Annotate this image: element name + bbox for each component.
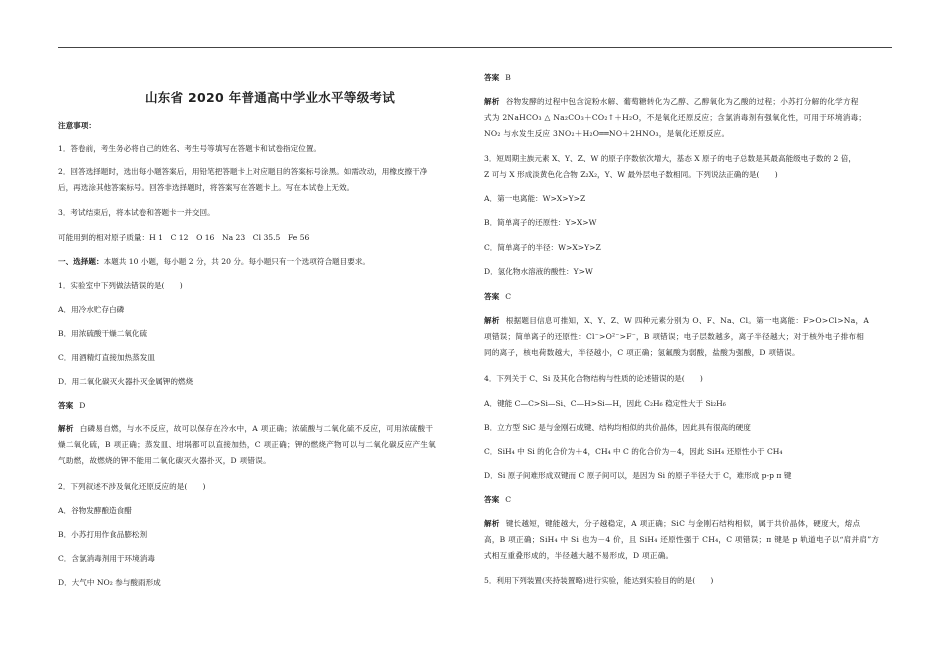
notice-heading: 注意事项： [58,121,96,130]
option: B．用浓硫酸干燥二氧化硫 [58,329,148,338]
notice-item: 2．回答选择题时，选出每小题答案后，用铅笔把答题卡上对应题目的答案标号涂黑。如需改动，用橡皮擦干净 [58,167,428,176]
notice-item: 3．考试结束后，将本试卷和答题卡一并交回。 [58,208,215,217]
answer-value: C [505,292,511,301]
option: C．SiH₄ 中 Si 的化合价为＋4，CH₄ 中 C 的化合价为－4，因此 SiH₄ 还原性小于 CH₄ [484,447,783,456]
answer-line [484,292,511,302]
analysis-text: NO₂ 与水发生反应 3NO₂＋H₂O══NO＋2HNO₃，是氧化还原反应。 [484,129,730,138]
question-stem: 3．短周期主族元素 X、Y、Z、W 的原子序数依次增大，基态 X 原子的电子总数是其最高能级电子数的 2 倍， [484,154,856,163]
question-stem: 5．利用下列装置(夹持装置略)进行实验，能达到实验目的的是( ) [484,576,714,585]
option: C．用酒精灯直接加热蒸发皿 [58,353,155,362]
section-one-heading: 一、选择题： [58,257,104,266]
analysis-text: 谷物发酵的过程中包含淀粉水解、葡萄糖转化为乙醇、乙醇氧化为乙酸的过程；小苏打分解的化学方程 [505,97,859,106]
option: D．大气中 NO₂ 参与酸雨形成 [58,578,161,587]
notice-item: 后，再选涂其他答案标号。回答非选择题时，将答案写在答题卡上。写在本试卷上无效。 [58,183,355,192]
analysis-text: 气助燃，故燃烧的钾不能用二氧化碳灭火器扑灭，D 项错误。 [58,456,271,465]
question-stem: Z 可与 X 形成淡黄色化合物 Z₂X₂，Y、W 最外层电子数相同。下列说法正确的是( ) [484,170,778,179]
answer-value: B [505,73,511,82]
answer-label: 答案 [58,401,74,410]
option: B．简单离子的还原性：Y>X>W [484,218,597,227]
option: D．用二氧化碳灭火器扑灭金属钾的燃烧 [58,377,194,386]
option: A．谷物发酵酿造食醋 [58,506,132,515]
option: C．简单离子的半径：W>X>Y>Z [484,243,601,252]
answer-value: C [505,495,511,504]
notice-item: 1．答卷前，考生务必将自己的姓名、考生号等填写在答题卡和试卷指定位置。 [58,144,322,153]
option: A．用冷水贮存白磷 [58,305,125,314]
analysis-line [484,316,869,326]
atomic-masses: 可能用到的相对原子质量：H 1 C 12 O 16 Na 23 Cl 35.5 Fe 56 [58,233,310,242]
header-rule [58,47,892,48]
answer-line [484,495,511,505]
analysis-text: 同的离子，核电荷数越大，半径越小，C 项正确；氢氟酸为弱酸，盐酸为强酸，D 项错误。 [484,348,800,357]
analysis-label: 解析 [484,316,500,325]
analysis-line [58,424,433,434]
question-stem: 4．下列关于 C、Si 及其化合物结构与性质的论述错误的是( ) [484,374,703,383]
analysis-text: 键长越短，键能越大，分子越稳定，A 项正确；SiC 与金刚石结构相似，属于共价晶体，硬度大，熔点 [505,519,861,528]
answer-value: D [79,401,86,410]
analysis-text: 根据题目信息可推知，X、Y、Z、W 四种元素分别为 O、F、Na、Cl。第一电离能：F>O>Cl>Na，A [505,316,870,325]
page-title: 山东省 2020 年普通高中学业水平等级考试 [145,90,396,105]
answer-label: 答案 [484,292,500,301]
option: C．含氯消毒剂用于环境消毒 [58,554,155,563]
option: A．第一电离能：W>X>Y>Z [484,194,586,203]
option: D．氢化物水溶液的酸性：Y>W [484,267,593,276]
answer-line [484,73,511,83]
option: B．小苏打用作食品膨松剂 [58,530,148,539]
analysis-text: 白磷易自燃，与水不反应，故可以保存在冷水中，A 项正确；浓硫酸与二氧化硫不反应，可用浓硫酸干 [79,424,434,433]
option: B．立方型 SiC 是与金刚石成键、结构均相似的共价晶体，因此具有很高的硬度 [484,423,751,432]
analysis-line [484,97,859,107]
analysis-text: 高，B 项正确；SiH₄ 中 Si 也为－4 价，且 SiH₄ 还原性强于 CH₄，C 项错误；π 键是 p 轨道电子以“肩并肩”方 [484,535,880,544]
analysis-text: 项错误；简单离子的还原性：Cl⁻>O²⁻>F⁻，B 项错误；电子层数越多，离子半径越大；对于核外电子排布相 [484,332,865,341]
answer-line [58,401,85,411]
analysis-text: 式相互重叠形成的，半径越大越不易形成，D 项正确。 [484,551,674,560]
analysis-label: 解析 [58,424,74,433]
question-stem: 1．实验室中下列做法错误的是( ) [58,281,183,290]
section-one-header [58,257,370,267]
option: D．Si 原子间难形成双键而 C 原子间可以，是因为 Si 的原子半径大于 C，难形成 p-p π 键 [484,471,792,480]
analysis-text: 式为 2NaHCO₃ △ Na₂CO₃＋CO₂↑＋H₂O，不是氧化还原反应；含氯消毒剂有强氧化性，可用于环境消毒； [484,113,867,122]
answer-label: 答案 [484,495,500,504]
section-one-desc: 本题共 10 小题，每小题 2 分，共 20 分。每小题只有一个选项符合题目要求。 [103,257,371,266]
analysis-line [484,519,860,529]
analysis-label: 解析 [484,519,500,528]
option: A．键能 C—C>Si—Si、C—H>Si—H，因此 C₂H₆ 稳定性大于 Si₂H₆ [484,399,726,408]
answer-label: 答案 [484,73,500,82]
analysis-text: 燥二氧化硫，B 项正确；蒸发皿、坩埚都可以直接加热，C 项正确；钾的燃烧产物可以与二氧化碳反应产生氧 [58,440,437,449]
analysis-label: 解析 [484,97,500,106]
question-stem: 2．下列叙述不涉及氧化还原反应的是( ) [58,482,206,491]
